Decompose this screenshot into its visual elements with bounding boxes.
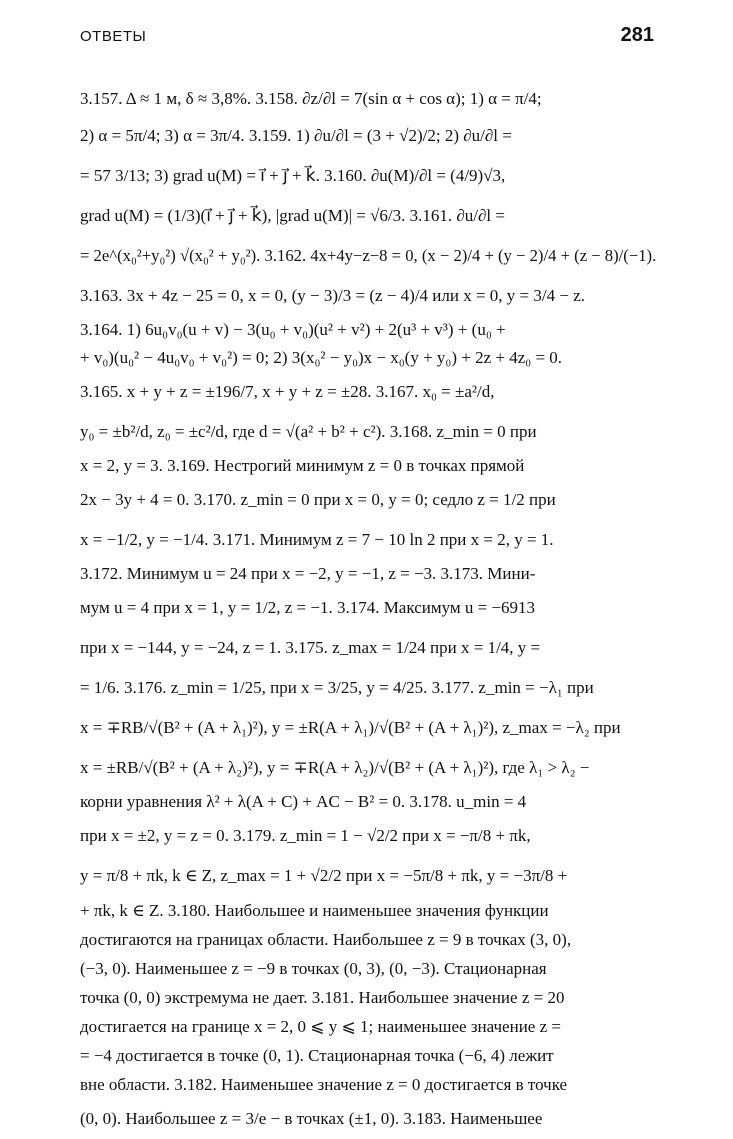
text-line: 3.157. Δ ≈ 1 м, δ ≈ 3,8%. 3.158. ∂z/∂l = 7(sin α + cos α); 1) α = π/4; bbox=[80, 89, 542, 108]
text-line: 3.163. 3x + 4z − 25 = 0, x = 0, (y − 3)/3 = (z − 4)/4 или x = 0, y = 3/4 − z. bbox=[80, 286, 586, 305]
text-line: x = ∓RB/√(B² + (A + λ₁)²), y = ±R(A + λ₁)/√(B² + (A + λ₁)²), z_max = −λ₂ при bbox=[80, 718, 621, 737]
text-line: y₀ = ±b²/d, z₀ = ±c²/d, где d = √(a² + b² + c²). 3.168. z_min = 0 при bbox=[80, 422, 537, 441]
text-line: x = 2, y = 3. 3.169. Нестрогий минимум z = 0 в точках прямой bbox=[80, 456, 525, 475]
text-line: = −4 достигается в точке (0, 1). Стационарная точка (−6, 4) лежит bbox=[80, 1045, 554, 1065]
running-head: ОТВЕТЫ bbox=[80, 28, 147, 45]
page-header bbox=[80, 24, 654, 50]
text-line: x = ±RB/√(B² + (A + λ₂)²), y = ∓R(A + λ₂)/√(B² + (A + λ₁)²), где λ₁ > λ₂ − bbox=[80, 758, 590, 777]
text-line: корни уравнения λ² + λ(A + C) + AC − B² = 0. 3.178. u_min = 4 bbox=[80, 792, 527, 811]
text-line: = 2e^(x₀²+y₀²) √(x₀² + y₀²). 3.162. 4x+4y−z−8 = 0, (x − 2)/4 + (y − 2)/4 + (z − 8)/(−1). bbox=[80, 246, 656, 265]
text-line: = 1/6. 3.176. z_min = 1/25, при x = 3/25, y = 4/25. 3.177. z_min = −λ₁ при bbox=[80, 678, 594, 697]
text-line: 3.172. Минимум u = 24 при x = −2, y = −1, z = −3. 3.173. Мини- bbox=[80, 564, 536, 583]
text-line: точка (0, 0) экстремума не дает. 3.181. Наибольшее значение z = 20 bbox=[80, 987, 565, 1007]
text-line: 3.164. 1) 6u₀v₀(u + v) − 3(u₀ + v₀)(u² + v²) + 2(u³ + v³) + (u₀ + bbox=[80, 320, 506, 339]
text-line: 2) α = 5π/4; 3) α = 3π/4. 3.159. 1) ∂u/∂l = (3 + √2)/2; 2) ∂u/∂l = bbox=[80, 126, 512, 145]
text-line: вне области. 3.182. Наименьшее значение z = 0 достигается в точке bbox=[80, 1074, 568, 1094]
text-line: = 57 3/13; 3) grad u(M) = i⃗ + j⃗ + k⃗. 3.160. ∂u(M)/∂l = (4/9)√3, bbox=[80, 166, 506, 185]
text-line: (−3, 0). Наименьшее z = −9 в точках (0, 3), (0, −3). Стационарная bbox=[80, 958, 547, 978]
text-line: достигаются на границах области. Наибольшее z = 9 в точках (3, 0), bbox=[80, 929, 572, 949]
text-line: + πk, k ∈ Z. 3.180. Наибольшее и наименьшее значения функции bbox=[80, 900, 549, 920]
text-line: 2x − 3y + 4 = 0. 3.170. z_min = 0 при x = 0, y = 0; седло z = 1/2 при bbox=[80, 490, 556, 509]
text-line: x = −1/2, y = −1/4. 3.171. Минимум z = 7 − 10 ln 2 при x = 2, y = 1. bbox=[80, 530, 554, 549]
text-line: 3.165. x + y + z = ±196/7, x + y + z = ±28. 3.167. x₀ = ±a²/d, bbox=[80, 382, 495, 401]
text-line: при x = −144, y = −24, z = 1. 3.175. z_max = 1/24 при x = 1/4, y = bbox=[80, 638, 541, 657]
text-line: grad u(M) = (1/3)(i⃗ + j⃗ + k⃗), |grad u(M)| = √6/3. 3.161. ∂u/∂l = bbox=[80, 206, 505, 225]
text-line: достигается на границе x = 2, 0 ⩽ y ⩽ 1; наименьшее значение z = bbox=[80, 1016, 561, 1036]
text-line: (0, 0). Наибольшее z = 3/e − в точках (±1, 0). 3.183. Наименьшее bbox=[80, 1109, 543, 1128]
text-line: мум u = 4 при x = 1, y = 1/2, z = −1. 3.174. Максимум u = −6913 bbox=[80, 598, 536, 617]
text-line: y = π/8 + πk, k ∈ Z, z_max = 1 + √2/2 при x = −5π/8 + πk, y = −3π/8 + bbox=[80, 866, 568, 885]
answers-text bbox=[80, 82, 656, 1139]
text-line: + v₀)(u₀² − 4u₀v₀ + v₀²) = 0; 2) 3(x₀² − y₀)x − x₀(y + y₀) + 2z + 4z₀ = 0. bbox=[80, 348, 563, 367]
text-line: при x = ±2, y = z = 0. 3.179. z_min = 1 − √2/2 при x = −π/8 + πk, bbox=[80, 826, 531, 845]
page-number: 281 bbox=[620, 24, 654, 46]
